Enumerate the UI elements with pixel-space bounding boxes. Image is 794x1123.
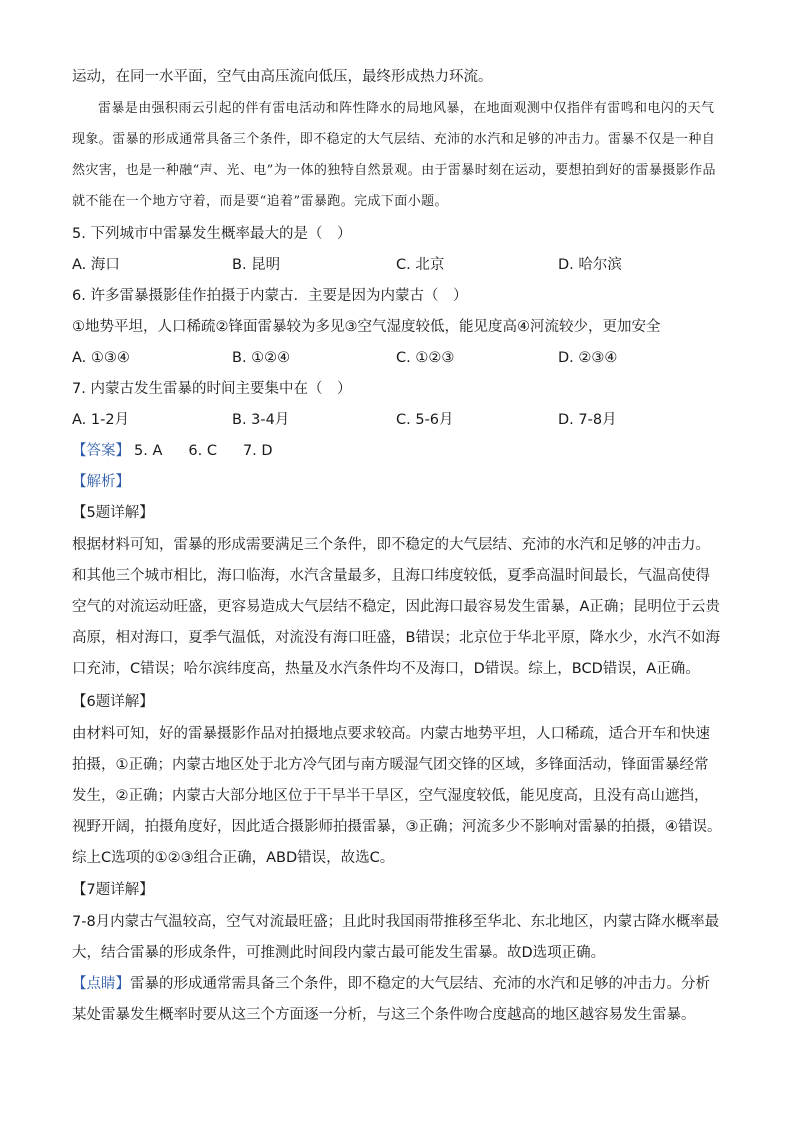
point-paragraph <box>72 969 722 1031</box>
q6-option-c: C. ①②③ <box>396 350 455 366</box>
q5-option-c: C. 北京 <box>396 257 445 273</box>
answer-label: 【答案】 <box>72 443 130 459</box>
analysis-label: 【解析】 <box>72 474 130 490</box>
point-block <box>72 969 722 1031</box>
material-passage <box>72 93 722 217</box>
detail-7-text: 7-8月内蒙古气温较高，空气对流最旺盛；且此时我国雨带推移至华北、东北地区，内蒙古降水概率最大，结合雷暴的形成条件，可推测此时间段内蒙古最可能发生雷暴。故D选项正确。 <box>72 914 720 961</box>
question-7-stem: 7. 内蒙古发生雷暴的时间主要集中在（ ） <box>72 381 352 397</box>
answer-item-5: 5. A <box>134 443 163 459</box>
answer-item-6: 6. C <box>188 443 217 459</box>
point-text: 雷暴的形成通常需具备三个条件，即不稳定的大气层结、充沛的水汽和足够的冲击力。分析某处雷暴发生概率时要从这三个方面逐一分析，与这三个条件吻合度越高的地区越容易发生雷暴。 <box>72 976 710 1023</box>
q6-option-a: A. ①③④ <box>72 350 130 366</box>
detail-6-block <box>72 719 722 874</box>
q7-option-b: B. 3-4月 <box>232 412 290 428</box>
q5-option-b: B. 昆明 <box>232 257 281 273</box>
detail-5-block <box>72 530 722 685</box>
question-6-stem: 6. 许多雷暴摄影佳作拍摄于内蒙古．主要是因为内蒙古（ ） <box>72 288 468 304</box>
detail-6-text: 由材料可知，好的雷暴摄影作品对拍摄地点要求较高。内蒙古地势平坦，人口稀疏，适合开车和快速拍摄，①正确；内蒙古地区处于北方冷气团与南方暖湿气团交锋的区域，多锋面活动，锋面雷暴经常发生，②正确；内蒙古大部分地区位于干旱半干旱区，空气湿度较低，能见度高，且没有高山遮挡，视野开阔，拍摄角度好，因此适合摄影师拍摄雷暴，③正确；河流多少不影响对雷暴的拍摄，④错误。综上C选项的①②③组合正确，ABD错误，故选C。 <box>72 726 722 866</box>
detail-7-label: 【7题详解】 <box>72 882 154 898</box>
detail-6-label: 【6题详解】 <box>72 694 154 710</box>
answer-item-7: 7. D <box>242 443 273 459</box>
answer-codes <box>134 443 299 459</box>
question-5-stem: 5. 下列城市中雷暴发生概率最大的是（ ） <box>72 226 352 242</box>
q7-option-d: D. 7-8月 <box>558 412 617 428</box>
q5-option-a: A. 海口 <box>72 257 120 273</box>
detail-7-block <box>72 907 722 969</box>
detail-5-text: 根据材料可知，雷暴的形成需要满足三个条件，即不稳定的大气层结、充沛的水汽和足够的冲击力。和其他三个城市相比，海口临海，水汽含量最多，且海口纬度较低，夏季高温时间最长，气温高使得空气的对流运动旺盛，更容易造成大气层结不稳定，因此海口最容易发生雷暴，A正确；昆明位于云贵高原，相对海口，夏季气温低，对流没有海口旺盛，B错误；北京位于华北平原，降水少，水汽不如海口充沛，C错误；哈尔滨纬度高，热量及水汽条件均不及海口，D错误。综上，BCD错误，A正确。 <box>72 537 720 677</box>
material-text: 雷暴是由强积雨云引起的伴有雷电活动和阵性降水的局地风暴，在地面观测中仅指伴有雷鸣和电闪的天气现象。雷暴的形成通常具备三个条件，即不稳定的大气层结、充沛的水汽和足够的冲击力。雷暴不仅是一种自然灾害，也是一种融“声、光、电”为一体的独特自然景观。由于雷暴时刻在运动，要想拍到好的雷暴摄影作品就不能在一个地方守着，而是要“追着”雷暴跑。完成下面小题。 <box>72 101 716 209</box>
q6-option-b: B. ①②④ <box>232 350 291 366</box>
detail-5-label: 【5题详解】 <box>72 505 154 521</box>
q5-option-d: D. 哈尔滨 <box>558 257 622 273</box>
question-6-statements: ①地势平坦，人口稀疏②锋面雷暴较为多见③空气湿度较低，能见度高④河流较少，更加安全 <box>72 319 661 335</box>
q7-option-c: C. 5-6月 <box>396 412 454 428</box>
point-label: 【点睛】 <box>72 976 130 992</box>
q6-option-d: D. ②③④ <box>558 350 618 366</box>
intro-tail-text: 运动，在同一水平面，空气由高压流向低压，最终形成热力环流。 <box>72 69 493 85</box>
answer-row <box>72 441 732 461</box>
q7-option-a: A. 1-2月 <box>72 412 130 428</box>
